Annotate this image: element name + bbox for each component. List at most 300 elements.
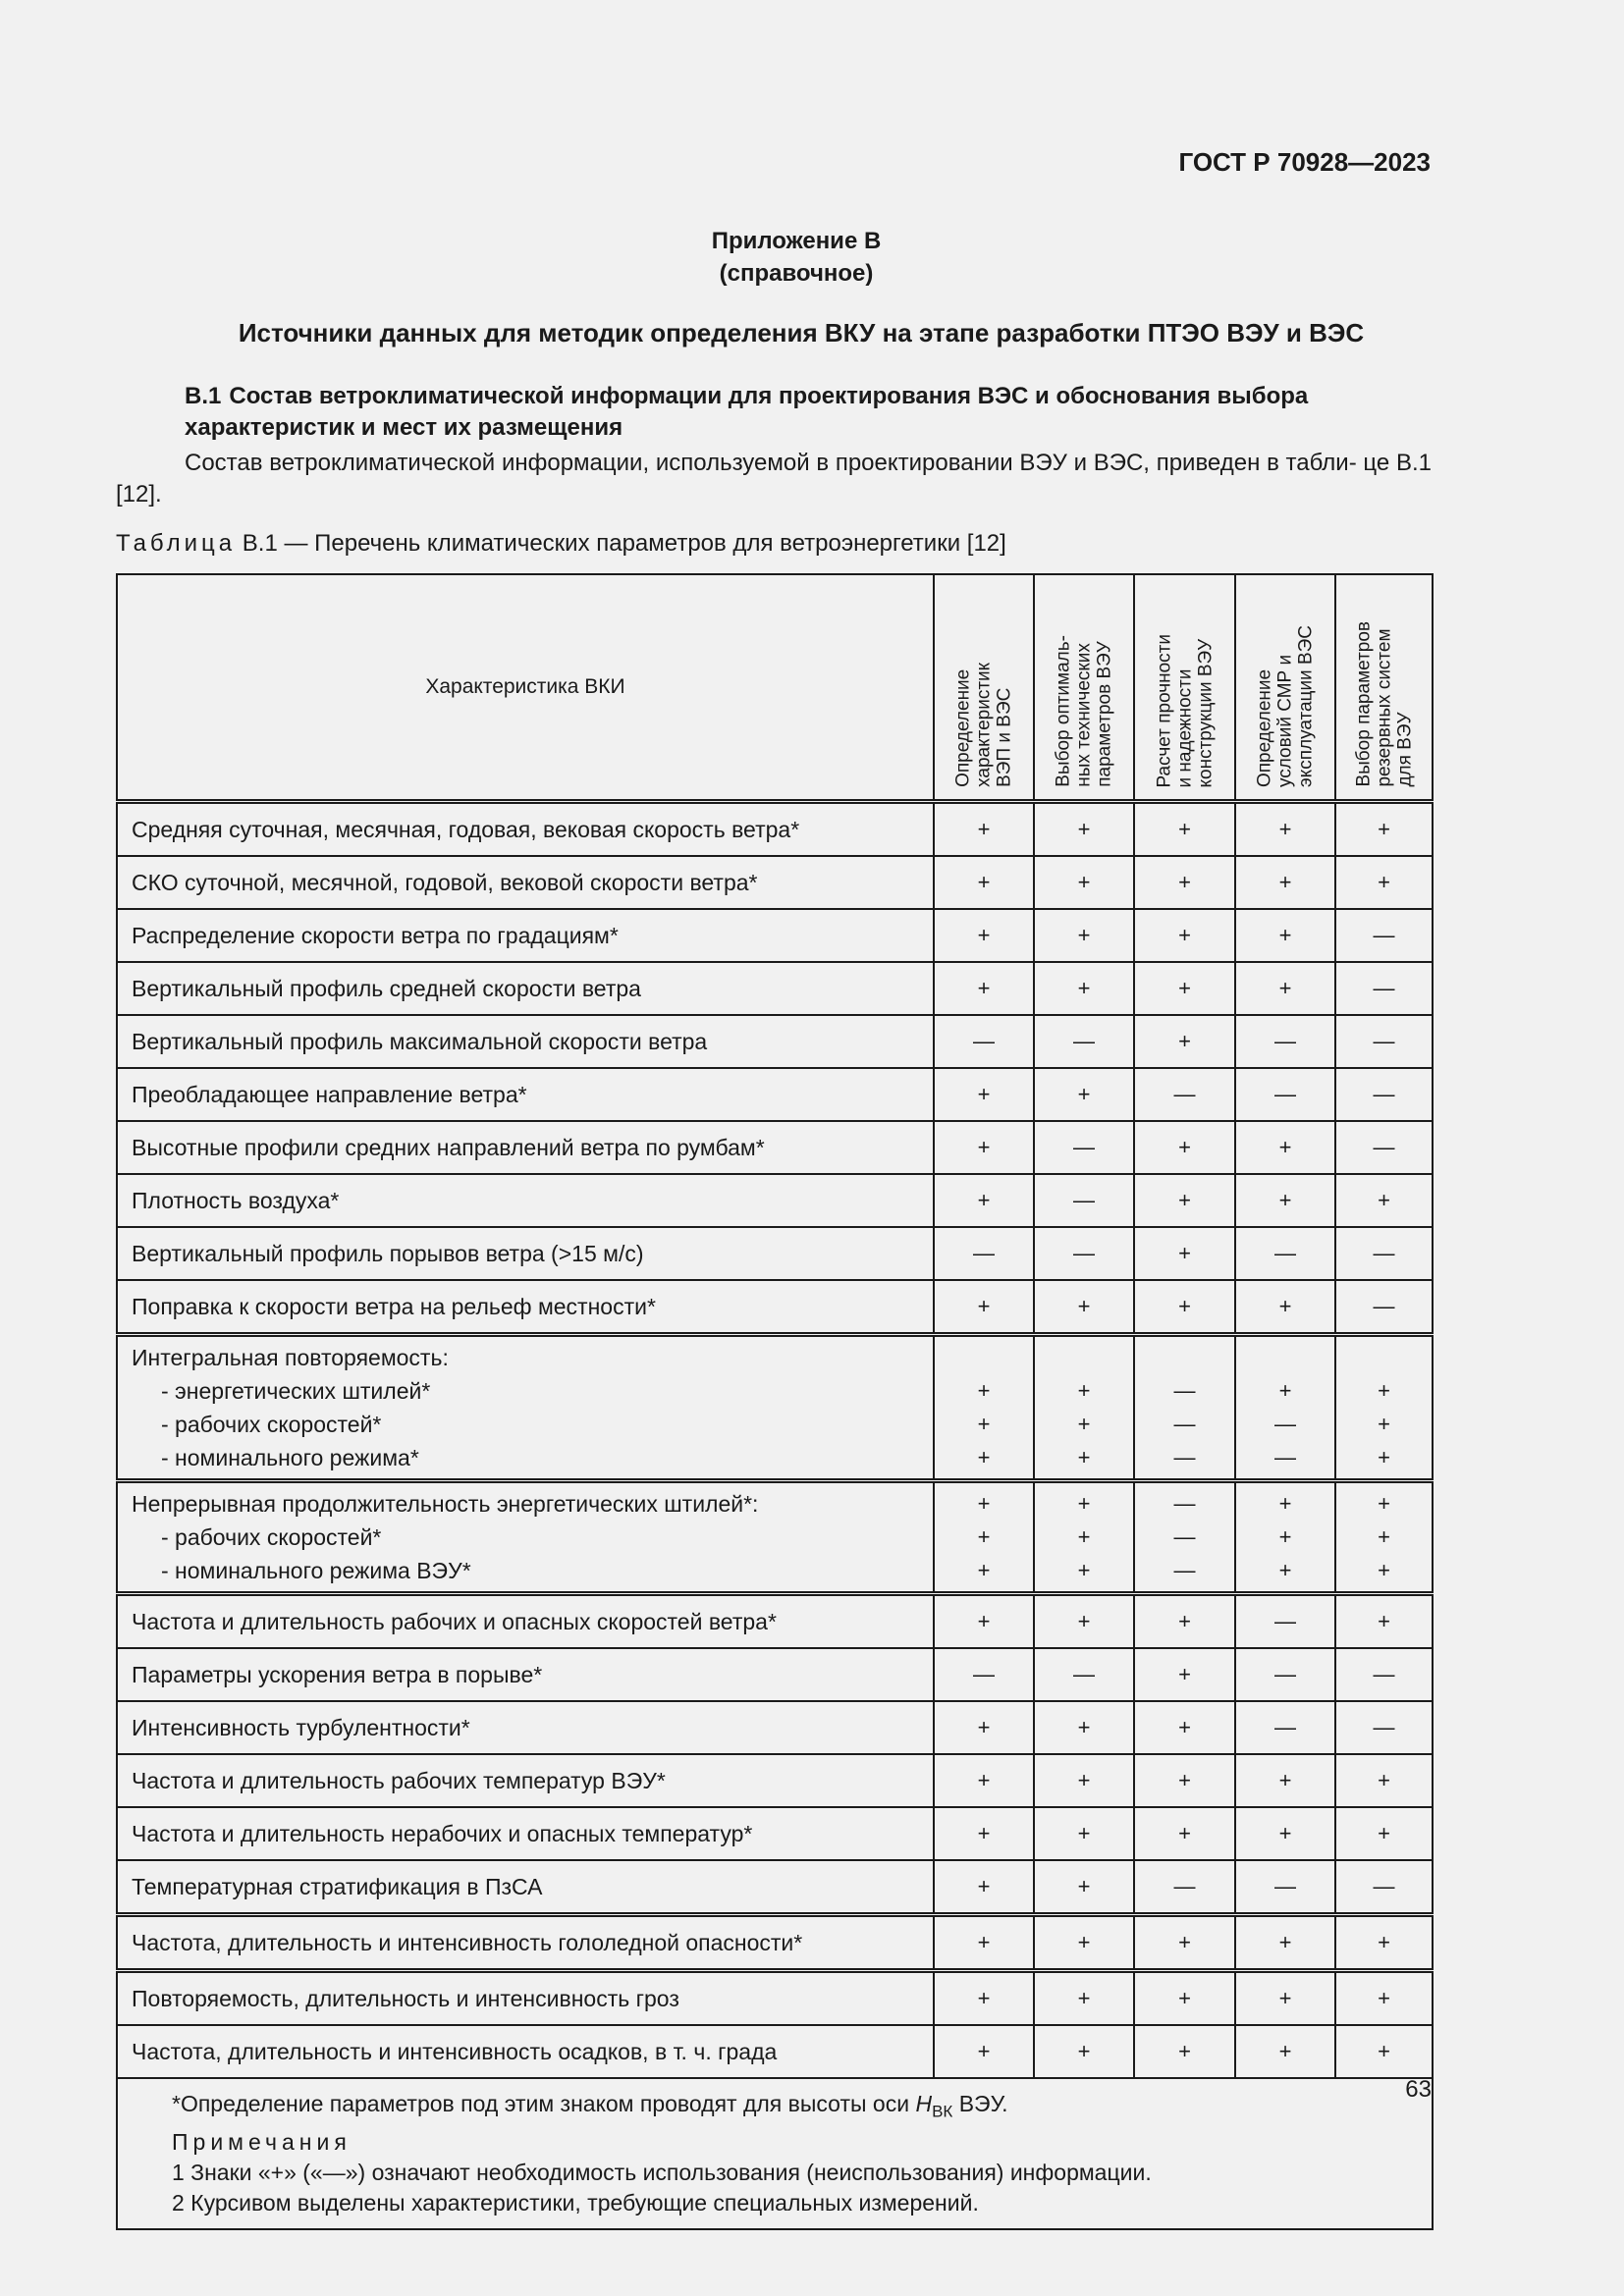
column-header-text: Расчет прочности и надежности конструкции ВЭУ [1154,633,1216,787]
mark: + [977,2039,991,2063]
mark: + [1077,817,1091,841]
feature-cell [117,1971,934,2026]
mark: — [973,1241,995,1265]
mark-cell [934,1481,1034,1594]
mark: + [977,1082,991,1106]
table-header-row [117,574,1433,802]
mark-cell [1034,1648,1134,1701]
page-number: 63 [1405,2076,1432,2103]
mark: + [1077,976,1091,1000]
feature-text: Интегральная повторяемость: [132,1345,449,1370]
feature-text: Плотность воздуха* [132,1188,340,1213]
mark-cell [1134,1481,1235,1594]
mark-cell [1335,1807,1433,1860]
mark-cell [1134,1121,1235,1174]
mark-cell [1134,909,1235,962]
mark: + [1378,2039,1390,2063]
table-row [117,856,1433,909]
column-header-text: Выбор параметров резервных систем для ВЭУ [1353,621,1415,787]
mark-cell [1335,1701,1433,1754]
mark-cell [934,1335,1034,1481]
mark-cell [1034,909,1134,962]
mark: — [1373,1082,1395,1106]
mark: + [977,1445,991,1469]
mark: — [1173,1491,1196,1516]
footnote-tail: ВЭУ. [952,2091,1008,2116]
mark-cell [1134,1807,1235,1860]
mark-cell [1235,962,1335,1015]
mark: + [977,1930,991,1954]
table-row [117,1280,1433,1335]
feature-cell [117,856,934,909]
mark: + [977,1524,991,1549]
table-row [117,2025,1433,2078]
table-row [117,1860,1433,1915]
mark-cell [1034,1174,1134,1227]
feature-cell [117,962,934,1015]
mark: + [1178,1188,1191,1212]
mark-cell [1335,2025,1433,2078]
mark-cell [934,1648,1034,1701]
mark [1236,1341,1334,1374]
mark: — [1373,923,1395,947]
mark: + [1178,1768,1191,1792]
mark: + [977,1558,991,1582]
mark-cell [1235,1860,1335,1915]
mark: + [1178,923,1191,947]
mark-cell [934,1174,1034,1227]
feature-cell [117,1648,934,1701]
document-code: ГОСТ Р 70928—2023 [1178,147,1431,177]
mark: + [977,1821,991,1845]
mark: + [1178,1241,1191,1265]
feature-cell [117,1481,934,1594]
mark: + [977,1768,991,1792]
mark-cell [934,2025,1034,2078]
mark-cell [1034,1915,1134,1971]
mark: + [1278,1135,1292,1159]
mark-cell [1335,1335,1433,1481]
mark-cell [1235,909,1335,962]
note-item: 2 Курсивом выделены характеристики, требующие специальных измерений. [172,2189,979,2216]
mark: — [1173,1378,1196,1403]
feature-cell [117,1121,934,1174]
appendix-subtitle: (справочное) [719,260,874,287]
feature-text: Частота и длительность рабочих температур ВЭУ* [132,1768,666,1793]
mark [1336,1341,1432,1374]
mark: + [1077,2039,1091,2063]
mark: + [1178,1821,1191,1845]
footnote [172,2089,1418,2127]
mark-cell [1235,802,1335,857]
feature-cell [117,1807,934,1860]
mark: + [1278,870,1292,894]
mark-cell [1134,1015,1235,1068]
feature-text: - номинального режима* [161,1445,419,1470]
mark-cell [1034,802,1134,857]
mark: + [1278,1378,1292,1403]
mark-cell [1235,1121,1335,1174]
mark: + [1077,870,1091,894]
mark-cell [1335,856,1433,909]
mark: — [1373,1294,1395,1318]
feature-cell [117,1280,934,1335]
mark-cell [1134,856,1235,909]
mark: + [1077,1930,1091,1954]
mark [1035,1341,1133,1374]
mark: — [1274,1412,1296,1436]
feature-text: Частота, длительность и интенсивность гололедной опасности* [132,1930,803,1955]
mark: + [1278,1986,1292,2010]
mark-cell [1134,1068,1235,1121]
mark: + [1378,1188,1390,1212]
feature-text: Температурная стратификация в ПзСА [132,1874,543,1899]
mark-cell [1235,1280,1335,1335]
mark-cell [1034,1068,1134,1121]
mark-cell [1235,1807,1335,1860]
mark-cell [1235,1068,1335,1121]
mark-cell [1235,1915,1335,1971]
feature-cell [117,802,934,857]
feature-text: - рабочих скоростей* [161,1412,382,1437]
mark: — [1274,1874,1296,1898]
mark-cell [1034,1121,1134,1174]
mark-cell [1034,1015,1134,1068]
mark: — [1274,1715,1296,1739]
mark: + [1178,1609,1191,1633]
mark: + [1077,1609,1091,1633]
subsection-number: В.1 [185,383,222,409]
body-paragraph: Состав ветроклиматической информации, используемой в проектировании ВЭУ и ВЭС, приведен в табли- це В.1 [12]. [116,450,1432,507]
mark-cell [1235,2025,1335,2078]
mark: — [1274,1082,1296,1106]
mark-cell [1335,1481,1433,1594]
feature-text: Непрерывная продолжительность энергетических штилей*: [132,1491,759,1517]
table-row [117,1068,1433,1121]
mark: + [1278,1558,1292,1582]
mark [1135,1341,1234,1374]
mark-cell [1034,1701,1134,1754]
mark-cell [1134,1174,1235,1227]
table-caption-label: Таблица [116,530,237,557]
mark-cell [1235,1481,1335,1594]
mark-cell [1335,1121,1433,1174]
mark: — [1373,1029,1395,1053]
mark: + [1378,1445,1390,1469]
table-row [117,909,1433,962]
table-row [117,802,1433,857]
mark: — [1173,1558,1196,1582]
mark: — [1173,1082,1196,1106]
table-row [117,1227,1433,1280]
table-row [117,962,1433,1015]
table-row [117,1648,1433,1701]
mark-cell [934,1015,1034,1068]
mark-cell [1235,1754,1335,1807]
mark: + [1178,817,1191,841]
mark: + [1378,870,1390,894]
mark: + [1178,1294,1191,1318]
mark: — [1373,1874,1395,1898]
mark: + [1077,1378,1091,1403]
feature-cell [117,1015,934,1068]
column-header-text: Выбор оптималь- ных технических параметров ВЭУ [1053,635,1115,787]
mark: — [973,1662,995,1686]
appendix-title: Приложение В [711,228,882,254]
mark: + [1378,1524,1390,1549]
mark-cell [1335,1860,1433,1915]
feature-cell [117,909,934,962]
table-caption [116,530,1006,558]
table-row [117,1481,1433,1594]
feature-text: Вертикальный профиль максимальной скорости ветра [132,1029,708,1054]
mark-cell [1034,2025,1134,2078]
mark-cell [934,1121,1034,1174]
mark-cell [1235,1015,1335,1068]
mark-cell [1235,1971,1335,2026]
feature-text: Частота и длительность рабочих и опасных скоростей ветра* [132,1609,777,1634]
mark: + [1378,1986,1390,2010]
mark: — [1373,976,1395,1000]
mark: + [1077,1445,1091,1469]
mark-cell [1034,1860,1134,1915]
mark: + [1378,1609,1390,1633]
column-header-text: Определение характеристик ВЭП и ВЭС [952,663,1015,787]
mark: — [1274,1662,1296,1686]
mark-cell [1335,1015,1433,1068]
column-header [934,574,1034,802]
mark: + [1278,1491,1292,1516]
mark-cell [1235,1701,1335,1754]
mark-cell [1335,1280,1433,1335]
feature-text: Преобладающее направление ветра* [132,1082,527,1107]
mark: + [1278,976,1292,1000]
mark-cell [1034,1335,1134,1481]
feature-text: Средняя суточная, месячная, годовая, вековая скорость ветра* [132,817,800,842]
table-body [117,802,1433,2079]
mark: + [977,870,991,894]
table-row [117,1807,1433,1860]
mark-cell [1034,1594,1134,1649]
mark: + [1077,923,1091,947]
mark: + [1278,923,1292,947]
mark: — [1274,1445,1296,1469]
mark: + [1178,1930,1191,1954]
feature-cell [117,1701,934,1754]
feature-text: СКО суточной, месячной, годовой, вековой скорости ветра* [132,870,758,895]
mark: — [1274,1609,1296,1633]
mark: + [977,1188,991,1212]
section-title: Источники данных для методик определения ВКУ на этапе разработки ПТЭО ВЭУ и ВЭС [238,318,1365,347]
feature-text: Параметры ускорения ветра в порыве* [132,1662,543,1687]
mark: + [1378,1930,1390,1954]
mark: + [1077,1412,1091,1436]
table-row [117,1015,1433,1068]
mark-cell [1335,1754,1433,1807]
column-header [1134,574,1235,802]
mark-cell [1034,1807,1134,1860]
mark: + [1378,1768,1390,1792]
feature-text: Интенсивность турбулентности* [132,1715,470,1740]
feature-cell [117,1754,934,1807]
mark: — [1073,1135,1095,1159]
mark: + [977,1412,991,1436]
mark: — [1373,1135,1395,1159]
mark: + [1077,1082,1091,1106]
feature-text: Поправка к скорости ветра на рельеф местности* [132,1294,656,1319]
mark-cell [934,1227,1034,1280]
feature-text: Распределение скорости ветра по градациям* [132,923,619,948]
mark-cell [934,1807,1034,1860]
mark: + [1378,1491,1390,1516]
mark-cell [1134,1648,1235,1701]
mark: + [977,1986,991,2010]
mark-cell [934,1860,1034,1915]
mark: + [1077,1715,1091,1739]
mark-cell [1134,802,1235,857]
mark-cell [1235,1174,1335,1227]
mark: + [1278,1821,1292,1845]
column-header [1335,574,1433,802]
feature-text: Частота и длительность нерабочих и опасных температур* [132,1821,753,1846]
table-notes-row [117,2078,1433,2229]
mark: + [1378,1378,1390,1403]
mark: + [1378,1412,1390,1436]
subsection-heading [185,381,1432,444]
table-row [117,1335,1433,1481]
mark-cell [1335,1915,1433,1971]
mark: — [1173,1445,1196,1469]
mark: + [1178,870,1191,894]
mark: + [1278,1188,1292,1212]
feature-cell [117,1227,934,1280]
mark: + [977,1378,991,1403]
mark-cell [934,1594,1034,1649]
mark: + [1077,1768,1091,1792]
mark: + [1178,1029,1191,1053]
table-row [117,1174,1433,1227]
mark-cell [1134,1701,1235,1754]
mark: + [1178,976,1191,1000]
mark-cell [1034,1227,1134,1280]
mark: — [1274,1029,1296,1053]
mark-cell [1134,2025,1235,2078]
mark: — [1073,1188,1095,1212]
mark: — [1373,1662,1395,1686]
mark-cell [934,1971,1034,2026]
mark-cell [1134,1915,1235,1971]
mark: + [977,1609,991,1633]
feature-cell [117,2025,934,2078]
mark-cell [934,802,1034,857]
mark: — [1073,1662,1095,1686]
mark-cell [1134,1335,1235,1481]
feature-cell [117,1335,934,1481]
mark: + [977,1874,991,1898]
mark-cell [934,1754,1034,1807]
note-item: 1 Знаки «+» («—») означают необходимость использования (неиспользования) информации. [172,2159,1152,2185]
mark-cell [1034,1971,1134,2026]
feature-cell [117,1174,934,1227]
column-header-text: Определение условий СМР и эксплуатации ВЭС [1254,624,1317,787]
mark-cell [1034,962,1134,1015]
mark: + [1077,1491,1091,1516]
feature-cell [117,1860,934,1915]
table-row [117,1701,1433,1754]
mark: + [1278,1930,1292,1954]
notes-label: Примечания [172,2128,352,2155]
subsection-title: Состав ветроклиматической информации для проектирования ВЭС и обоснования выбора характеристик и мест их размещения [185,383,1309,441]
mark: — [1173,1874,1196,1898]
mark-cell [1134,1754,1235,1807]
table-row [117,1121,1433,1174]
column-header [1235,574,1335,802]
mark: + [977,1715,991,1739]
mark: + [1278,817,1292,841]
feature-cell [117,1068,934,1121]
mark-cell [1134,1971,1235,2026]
mark: — [1373,1715,1395,1739]
mark: — [1373,1241,1395,1265]
mark: + [1278,1768,1292,1792]
mark: + [1378,1558,1390,1582]
mark: + [977,923,991,947]
mark: + [1278,1524,1292,1549]
feature-text: Высотные профили средних направлений ветра по румбам* [132,1135,765,1160]
mark-cell [1335,1174,1433,1227]
mark-cell [1134,1280,1235,1335]
mark-cell [934,909,1034,962]
mark [935,1341,1033,1374]
mark-cell [1235,1648,1335,1701]
mark-cell [934,856,1034,909]
mark: + [1378,817,1390,841]
mark: + [1077,1524,1091,1549]
mark: + [1178,1662,1191,1686]
table-row [117,1915,1433,1971]
mark-cell [1034,1754,1134,1807]
mark-cell [1335,1227,1433,1280]
mark-cell [1335,1068,1433,1121]
feature-text: Вертикальный профиль порывов ветра (>15 м/с) [132,1241,644,1266]
mark: + [977,1135,991,1159]
mark-cell [1335,909,1433,962]
mark: + [1077,1558,1091,1582]
mark-cell [934,1280,1034,1335]
mark: — [1173,1412,1196,1436]
table-notes [117,2078,1433,2229]
mark: + [977,976,991,1000]
mark-cell [1235,856,1335,909]
mark-cell [934,962,1034,1015]
mark-cell [1335,1648,1433,1701]
mark: — [1073,1029,1095,1053]
footnote-text: *Определение параметров под этим знаком проводят для высоты оси [172,2091,916,2116]
feature-text: Частота, длительность и интенсивность осадков, в т. ч. града [132,2039,778,2064]
mark-cell [1034,1481,1134,1594]
mark: — [1274,1241,1296,1265]
mark-cell [1335,962,1433,1015]
mark: + [1077,1294,1091,1318]
feature-text: - энергетических штилей* [161,1378,431,1404]
feature-text: Вертикальный профиль средней скорости ветра [132,976,641,1001]
table-row [117,1971,1433,2026]
feature-cell [117,1915,934,1971]
mark-cell [1235,1335,1335,1481]
mark: + [1178,2039,1191,2063]
feature-text: Повторяемость, длительность и интенсивность гроз [132,1986,679,2011]
mark-cell [1335,1594,1433,1649]
